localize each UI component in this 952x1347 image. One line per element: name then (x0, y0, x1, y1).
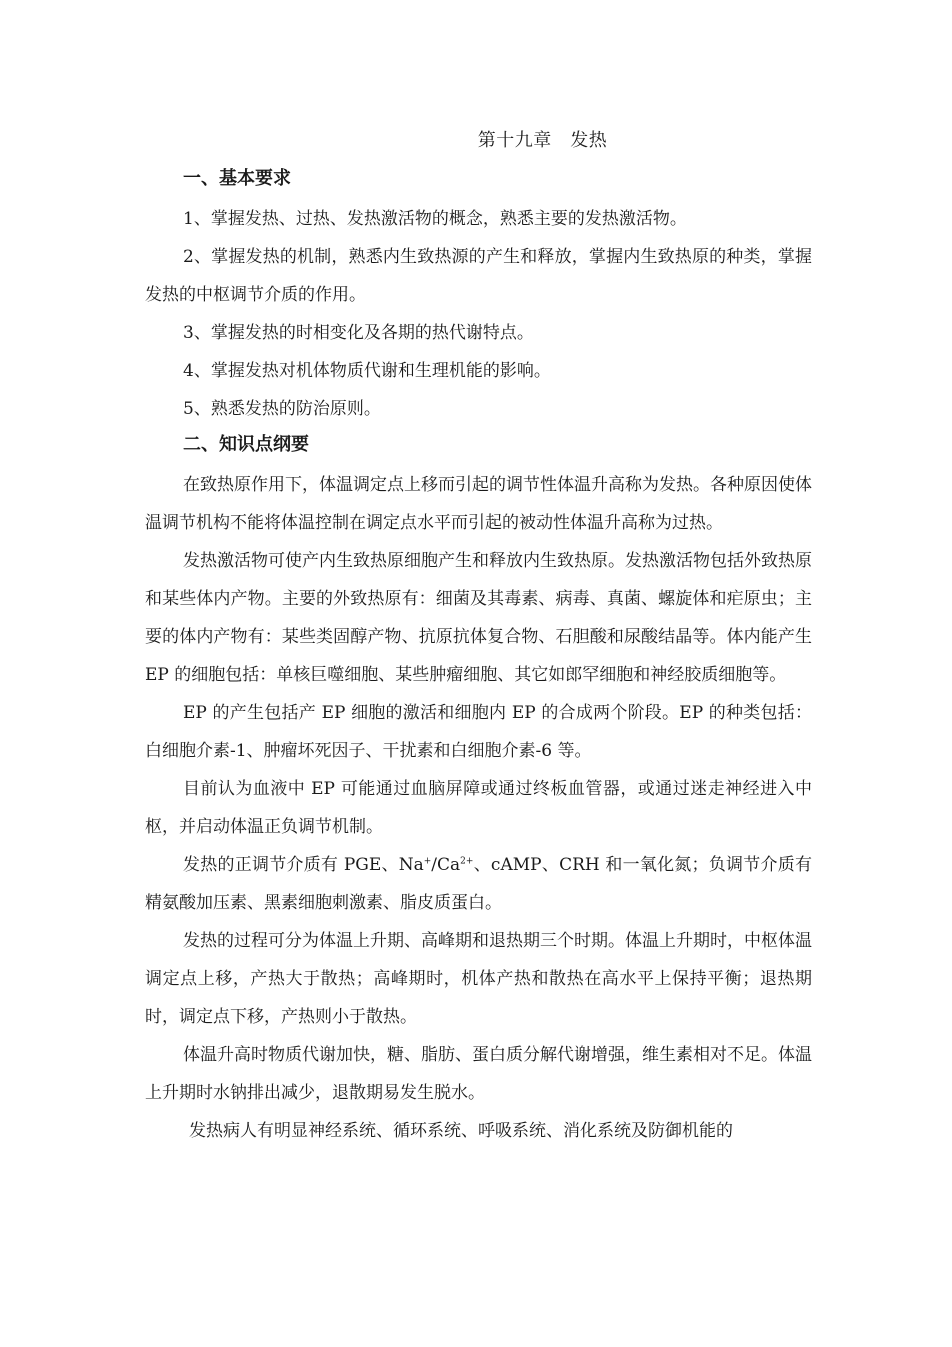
mediators-prefix: 发热的正调节介质有 PGE、Na (183, 855, 424, 875)
section-heading-outline: 二、知识点纲要 (183, 434, 309, 455)
outline-paragraph: 体温升高时物质代谢加快，糖、脂肪、蛋白质分解代谢增强，维生素相对不足。体温上升期时水钠排出减少，退散期易发生脱水。 (145, 1045, 812, 1103)
calcium-charge: 2+ (460, 856, 474, 867)
requirement-item: 4、掌握发热对机体物质代谢和生理机能的影响。 (183, 361, 551, 381)
mediators-paragraph (145, 846, 812, 922)
section-heading-requirements: 一、基本要求 (183, 168, 291, 189)
mediators-mid: /Ca (431, 855, 461, 875)
outline-paragraph: 发热激活物可使产内生致热原细胞产生和释放内生致热原。发热激活物包括外致热原和某些体内产物。主要的外致热原有：细菌及其毒素、病毒、真菌、螺旋体和疟原虫；主要的体内产物有：某些类固醇产物、抗原抗体复合物、石胆酸和尿酸结晶等。体内能产生 EP 的细胞包括：单核巨噬细胞、某些肿瘤细胞、其它如郎罕细胞和神经胶质细胞等。 (145, 551, 812, 685)
outline-paragraph: 发热的过程可分为体温上升期、高峰期和退热期三个时期。体温上升期时，中枢体温调定点上移，产热大于散热；高峰期时，机体产热和散热在高水平上保持平衡；退热期时，调定点下移，产热则小于散热。 (145, 931, 812, 1027)
outline-paragraph: 发热病人有明显神经系统、循环系统、呼吸系统、消化系统及防御机能的 (189, 1121, 733, 1141)
requirement-item: 1、掌握发热、过热、发热激活物的概念，熟悉主要的发热激活物。 (183, 209, 687, 229)
sodium-charge: + (423, 856, 432, 867)
outline-paragraph: EP 的产生包括产 EP 细胞的激活和细胞内 EP 的合成两个阶段。EP 的种类包括：白细胞介素-1、肿瘤坏死因子、干扰素和白细胞介素-6 等。 (145, 703, 812, 761)
outline-paragraph: 在致热原作用下，体温调定点上移而引起的调节性体温升高称为发热。各种原因使体温调节机构不能将体温控制在调定点水平而引起的被动性体温升高称为过热。 (145, 475, 812, 533)
outline-paragraph: 目前认为血液中 EP 可能通过血脑屏障或通过终板血管器，或通过迷走神经进入中枢，并启动体温正负调节机制。 (145, 779, 812, 837)
requirement-item: 2、掌握发热的机制，熟悉内生致热源的产生和释放，掌握内生致热原的种类，掌握发热的中枢调节介质的作用。 (145, 247, 812, 305)
requirement-item: 5、熟悉发热的防治原则。 (183, 399, 381, 419)
requirement-item: 3、掌握发热的时相变化及各期的热代谢特点。 (183, 323, 534, 343)
mediators-suffix: 、cAMP、CRH 和一氧化氮；负调节介质有精氨酸加压素、黑素细胞刺激素、脂皮质蛋白。 (145, 855, 812, 913)
chapter-title: 第十九章 发热 (477, 130, 608, 151)
page-content (145, 124, 812, 1150)
